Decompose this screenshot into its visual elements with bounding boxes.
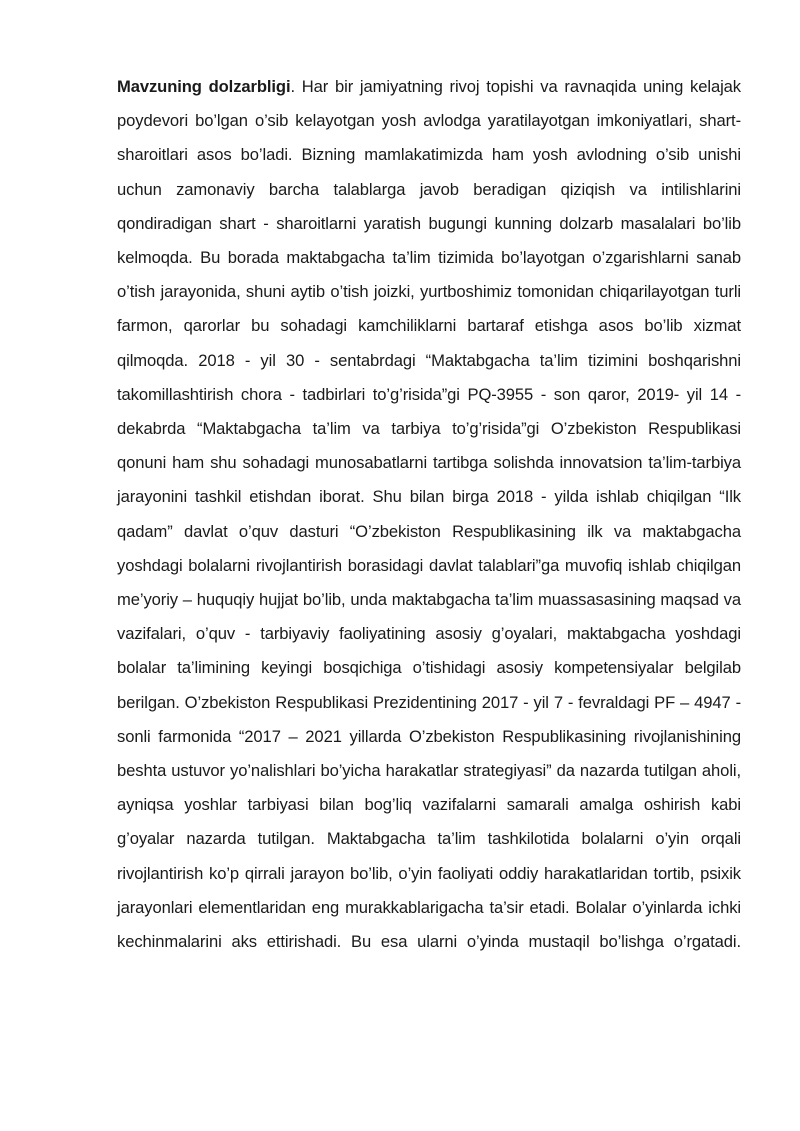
body-text: . Har bir jamiyatning rivoj topishi va ravnaqida uning kelajak poydevori bo’lgan o’sib kelayotgan yosh avlodga yaratilayotgan imkoniyatlari, shart-sharoitlari asos bo’ladi. Bizning mamlakatimizda ham yosh avlodning o’sib unishi uchun zamonaviy barcha talablarga javob beradigan qiziqish va intilishlarini qondiradigan shart - sharoitlarni yaratish bugungi kunning dolzarb masalalari bo’lib kelmoqda. Bu borada maktabgacha ta’lim tizimida bo’layotgan o’zgarishlarni sanab o’tish jarayonida, shuni aytib o’tish joizki, yurtboshimiz tomonidan chiqarilayotgan turli farmon, qarorlar bu sohadagi kamchiliklarni bartaraf etishga asos bo’lib xizmat qilmoqda. 2018 - yil 30 - sentabrdagi “Maktabgacha ta’lim tizimini boshqarishni takomillashtirish chora - tadbirlari to’g’risida”gi PQ-3955 - son qaror, 2019- yil 14 - dekabrda “Maktabgacha ta’lim va tarbiya to’g’risida”gi O’zbekiston Respublikasi qonuni ham shu sohadagi munosabatlarni tartibga solishda innovatsion ta’lim-tarbiya jarayonini tashkil etishdan iborat. Shu bilan birga 2018 - yilda ishlab chiqilgan “Ilk qadam” davlat o’quv dasturi “O’zbekiston Respublikasining ilk va maktabgacha yoshdagi bolalarni rivojlantirish borasidagi davlat talablari”ga muvofiq ishlab chiqilgan me’yoriy – huquqiy hujjat bo’lib, unda maktabgacha ta’lim muassasasining maqsad va vazifalari, o’quv - tarbiyaviy faoliyatining asosiy g’oyalari, maktabgacha yoshdagi bolalar ta’limining keyingi bosqichiga o’tishidagi asosiy kompetensiyalar belgilab berilgan. O’zbekiston Respublikasi Prezidentining 2017 - yil 7 - fevraldagi PF – 4947 - sonli farmonida “2017 – 2021 yillarda O’zbekiston Respublikasining rivojlanishining beshta ustuvor yo’nalishlari bo’yicha harakatlar strategiyasi” da nazarda tutilgan aholi, ayniqsa yoshlar tarbiyasi bilan bog’liq vazifalarni samarali amalga oshirish kabi g’oyalar nazarda tutilgan. Maktabgacha ta’lim tashkilotida bolalarni o’yin orqali rivojlantirish ko’p qirrali jarayon bo’lib, o’yin faoliyati oddiy harakatlaridan tortib, psixik jarayonlari elementlaridan eng murakkablarigacha ta’sir etadi. Bolalar o’yinlarda ichki kechinmalarini aks ettirishadi. Bu esa ularni o’yinda mustaqil bo’lishga o’rgatadi. — [117, 77, 741, 952]
document-page — [117, 70, 741, 959]
section-heading: Mavzuning dolzarbligi — [117, 77, 291, 96]
body-paragraph — [117, 70, 741, 959]
